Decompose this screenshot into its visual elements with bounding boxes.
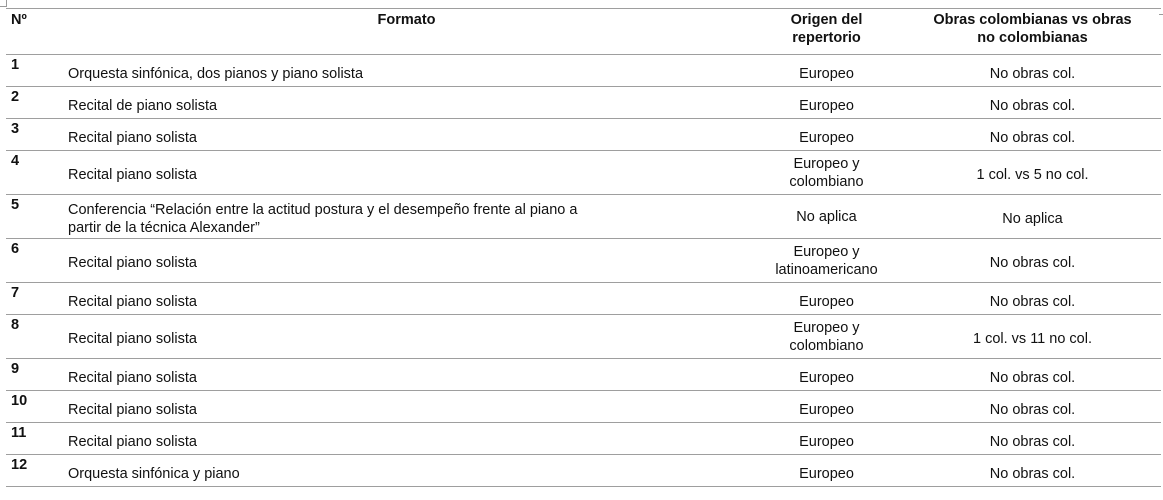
cell-origen [749,455,904,487]
cell-origen [749,195,904,239]
cell-formato-line: Recital piano solista [68,254,197,271]
table-body [6,55,1161,487]
cell-formato [64,391,749,423]
cell-origen-line: Europeo y [793,155,860,172]
cell-formato-line: Recital piano solista [68,330,197,347]
cell-obras: No obras col. [904,455,1161,487]
cell-origen-line: Europeo [799,465,854,482]
cell-formato-line: partir de la técnica Alexander” [68,219,260,236]
cell-formato [64,315,749,359]
table-row [6,315,1161,359]
cell-origen-line: Europeo [799,369,854,386]
table-row [6,423,1161,455]
cell-origen [749,119,904,151]
cell-origen-line: Europeo [799,65,854,82]
table-row [6,119,1161,151]
cell-obras: No obras col. [904,87,1161,119]
cell-origen [749,55,904,87]
cell-number: 12 [6,455,64,487]
cell-number: 6 [6,239,64,283]
table-row [6,391,1161,423]
cell-number: 2 [6,87,64,119]
cell-origen-line: colombiano [789,337,864,354]
header-number: Nº [6,9,64,55]
cell-origen-line: Europeo y [793,243,860,260]
cell-number: 3 [6,119,64,151]
cell-number: 8 [6,315,64,359]
cell-number: 1 [6,55,64,87]
header-obras-line: no colombianas [977,30,1088,46]
table-row [6,55,1161,87]
cell-obras: No obras col. [904,239,1161,283]
cell-number: 5 [6,195,64,239]
cell-formato-line: Recital piano solista [68,129,197,146]
header-origen-line: Origen del [790,12,863,28]
cell-obras: No obras col. [904,283,1161,315]
cell-obras: No obras col. [904,391,1161,423]
cell-origen-line: Europeo [799,433,854,450]
cell-formato-line: Conferencia “Relación entre la actitud postura y el desempeño frente al piano a [68,201,578,218]
cell-obras: No obras col. [904,55,1161,87]
cell-origen [749,391,904,423]
table-row [6,151,1161,195]
cell-formato [64,119,749,151]
cell-formato [64,151,749,195]
header-obras [904,9,1161,55]
table-row [6,359,1161,391]
cell-formato [64,55,749,87]
cell-origen-line: latinoamericano [775,261,878,278]
cell-origen [749,151,904,195]
cell-formato [64,239,749,283]
table-row [6,87,1161,119]
concerts-table [6,8,1161,487]
page-corner-mark [0,0,7,7]
cell-origen [749,315,904,359]
cell-obras: 1 col. vs 11 no col. [904,315,1161,359]
cell-number: 10 [6,391,64,423]
cell-number: 7 [6,283,64,315]
cell-formato [64,87,749,119]
cell-number: 11 [6,423,64,455]
cell-origen-line: No aplica [796,208,857,225]
cell-formato-line: Recital piano solista [68,166,197,183]
header-obras-line: Obras colombianas vs obras [933,12,1132,28]
header-origen [749,9,904,55]
header-origen-line: repertorio [792,30,861,46]
cell-formato [64,283,749,315]
cell-formato [64,423,749,455]
table-header-row [6,9,1161,55]
table-row [6,195,1161,239]
cell-origen [749,359,904,391]
table-row [6,283,1161,315]
cell-formato [64,359,749,391]
cell-formato [64,195,749,239]
cell-formato-line: Recital piano solista [68,369,197,386]
cell-origen-line: Europeo [799,97,854,114]
cell-origen-line: colombiano [789,173,864,190]
cell-formato-line: Recital de piano solista [68,97,218,114]
cell-origen [749,87,904,119]
cell-origen [749,239,904,283]
cell-number: 9 [6,359,64,391]
header-formato: Formato [64,9,749,55]
cell-obras: No obras col. [904,423,1161,455]
cell-formato-line: Orquesta sinfónica y piano [68,465,240,482]
cell-formato-line: Recital piano solista [68,433,197,450]
cell-origen-line: Europeo [799,129,854,146]
cell-origen-line: Europeo [799,293,854,310]
cell-number: 4 [6,151,64,195]
cell-origen-line: Europeo [799,401,854,418]
table-row [6,239,1161,283]
cell-formato [64,455,749,487]
cell-obras: No obras col. [904,119,1161,151]
cell-origen [749,423,904,455]
cell-obras: No obras col. [904,359,1161,391]
cell-formato-line: Recital piano solista [68,293,197,310]
cell-origen [749,283,904,315]
cell-obras: No aplica [904,195,1161,239]
cell-origen-line: Europeo y [793,319,860,336]
cell-formato-line: Recital piano solista [68,401,197,418]
cell-formato-line: Orquesta sinfónica, dos pianos y piano solista [68,65,364,82]
table-row [6,455,1161,487]
cell-obras: 1 col. vs 5 no col. [904,151,1161,195]
